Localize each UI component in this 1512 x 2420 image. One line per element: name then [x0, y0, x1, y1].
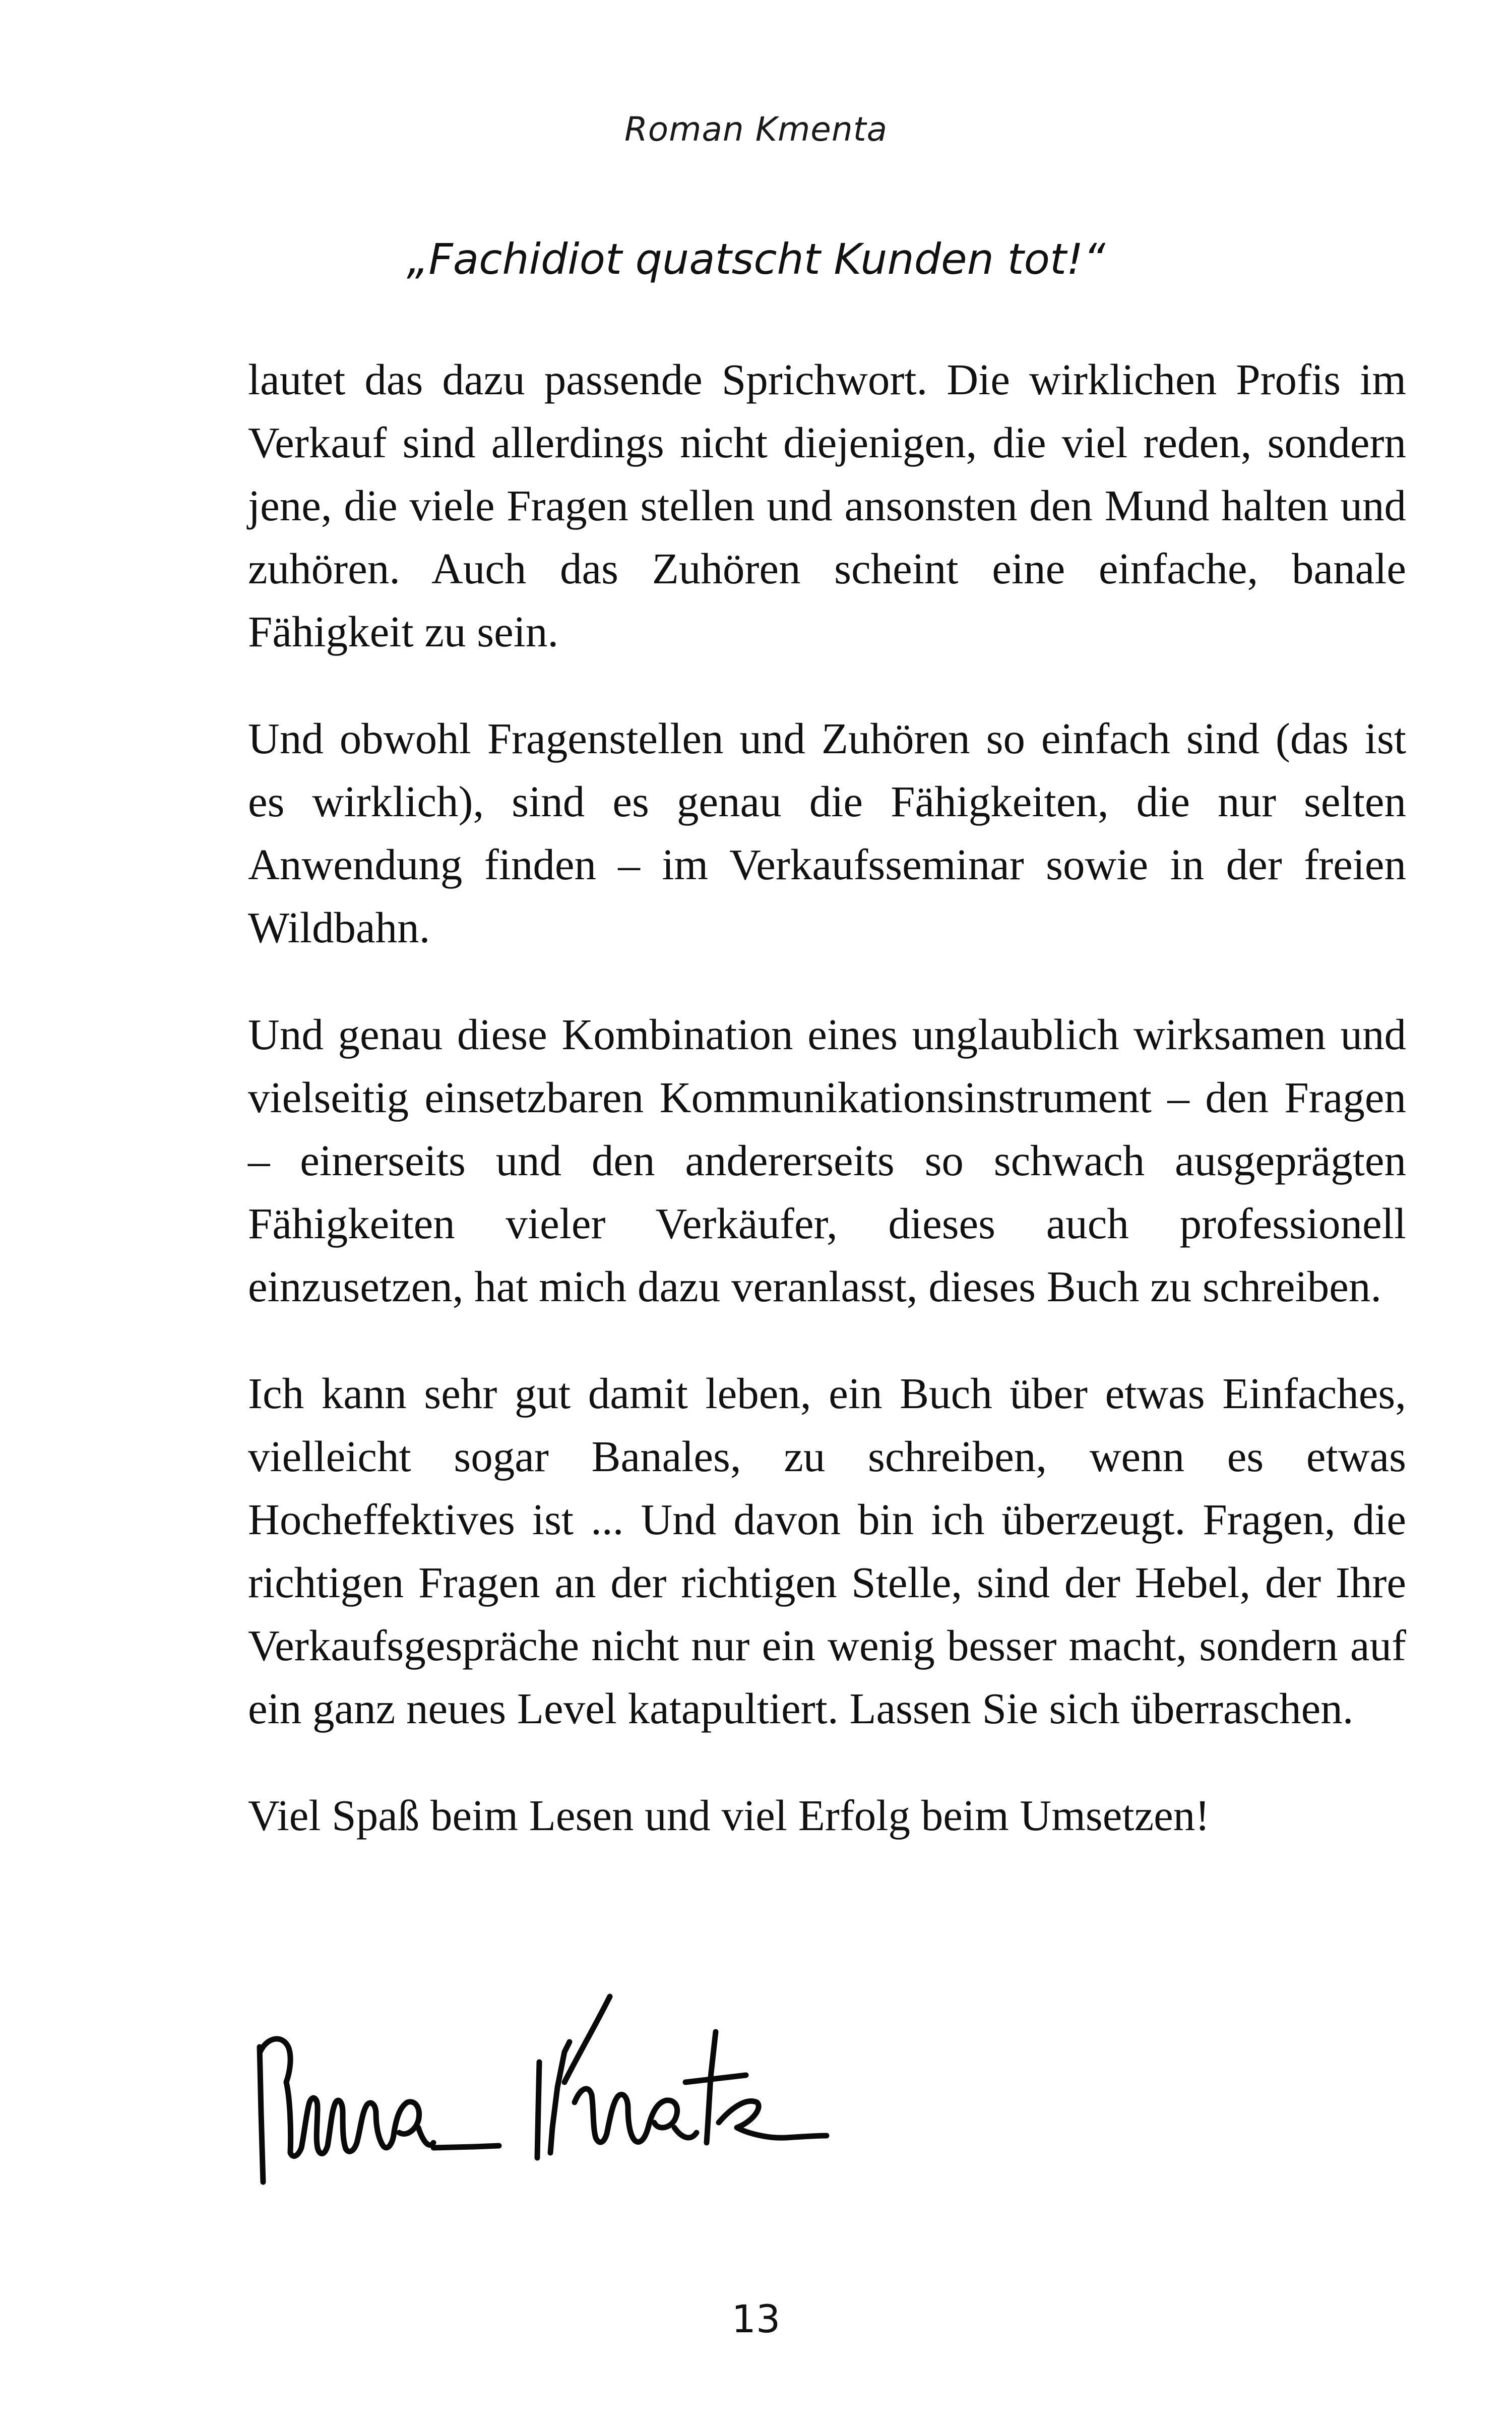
quote-heading: „Fachidiot quatscht Kunden tot!“: [406, 234, 1106, 284]
handwritten-signature: [242, 1976, 847, 2208]
paragraph-3: Und genau diese Kombination eines unglaublich wirksamen und vielseitig einsetzbaren Kommunikationsinstrument – den Fragen – einerseits und den andererseits so schwach ausgeprägten Fähigkeiten vieler Verkäufer, dieses auch professionell einzusetzen, hat mich dazu veranlasst, dieses Buch zu schreiben.: [248, 1010, 1406, 1311]
running-header-author: Roman Kmenta: [624, 110, 888, 149]
paragraph-4: Ich kann sehr gut damit leben, ein Buch über etwas Einfaches, vielleicht sogar Banales, zu schreiben, wenn es etwas Hocheffektives ist ... Und davon bin ich überzeugt. Fragen, die richtigen Fragen an der richtigen Stelle, sind der Hebel, der Ihre Verkaufsgespräche nicht nur ein wenig besser macht, sondern auf ein ganz neues Level katapultiert. Lassen Sie sich überraschen.: [248, 1369, 1406, 1733]
body-text: [248, 348, 1406, 1847]
paragraph-2: Und obwohl Fragenstellen und Zuhören so einfach sind (das ist es wirklich), sind es genau die Fähigkeiten, die nur selten Anwendung finden – im Verkaufsseminar sowie in der freien Wildbahn.: [248, 714, 1406, 952]
page-number: 13: [731, 2296, 781, 2341]
signature-stroke-roman: [260, 2039, 499, 2182]
signature-stroke-kmenta: [537, 1996, 827, 2158]
paragraph-5: Viel Spaß beim Lesen und viel Erfolg beim Umsetzen!: [248, 1791, 1210, 1840]
paragraph-1: lautet das dazu passende Sprichwort. Die wirklichen Profis im Verkauf sind allerdings nicht diejenigen, die viel reden, sondern jene, die viele Fragen stellen und ansonsten den Mund halten und zuhören. Auch das Zuhören scheint eine einfache, banale Fähigkeit zu sein.: [248, 355, 1406, 656]
